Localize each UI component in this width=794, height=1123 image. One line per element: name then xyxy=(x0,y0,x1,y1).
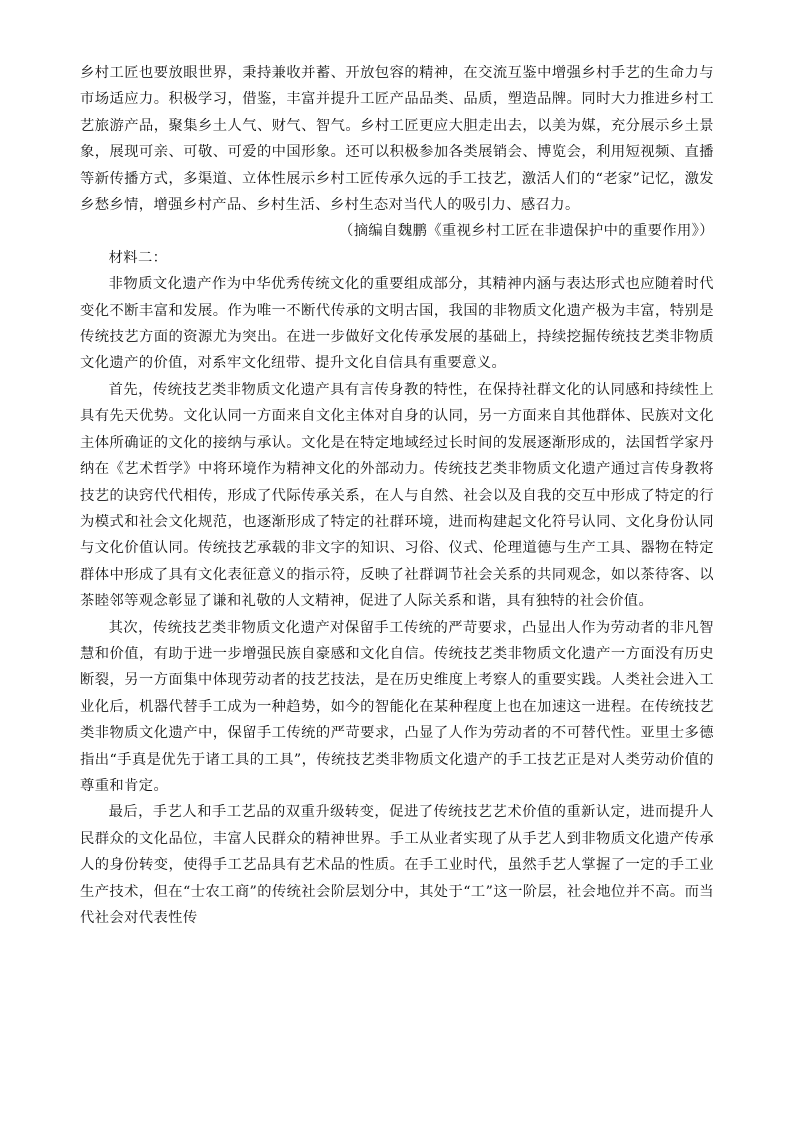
paragraph-4: 最后，手艺人和手工艺品的双重升级转变，促进了传统技艺艺术价值的重新认定，进而提升人民群众的文化品位，丰富人民群众的精神世界。手工从业者实现了从手艺人到非物质文化遗产传承人的身份转变，使得手工艺品具有艺术品的性质。在手工业时代，虽然手艺人掌握了一定的手工业生产技术，但在“士农工商”的传统社会阶层划分中，其处于“工”这一阶层，社会地位并不高。而当代社会对代表性传 xyxy=(80,804,714,926)
material-two-heading: 材料二： xyxy=(108,249,168,266)
paragraph-3: 其次，传统技艺类非物质文化遗产对保留手工传统的严苛要求，凸显出人作为劳动者的非凡智慧和价值，有助于进一步增强民族自豪感和文化自信。传统技艺类非物质文化遗产一方面没有历史断裂，另一方面集中体现劳动者的技艺技法，是在历史维度上考察人的重要实践。人类社会进入工业化后，机器代替手工成为一种趋势，如今的智能化在某种程度上也在加速这一进程。在传统技艺类非物质文化遗产中，保留手工传统的严苛要求，凸显了人作为劳动者的不可替代性。亚里士多德指出“手真是优先于诸工具的工具”，传统技艺类非物质文化遗产的手工技艺正是对人类劳动价值的尊重和肯定。 xyxy=(80,619,714,794)
paragraph-1: 非物质文化遗产作为中华优秀传统文化的重要组成部分，其精神内涵与表达形式也应随着时代变化不断丰富和发展。作为唯一不断代传承的文明古国，我国的非物质文化遗产极为丰富，特别是传统技艺方面的资源尤为突出。在进一步做好文化传承发展的基础上，持续挖掘传统技艺类非物质文化遗产的价值，对系牢文化纽带、提升文化自信具有重要意义。 xyxy=(80,276,714,372)
paragraph-2: 首先，传统技艺类非物质文化遗产具有言传身教的特性，在保持社群文化的认同感和持续性上具有先天优势。文化认同一方面来自文化主体对自身的认同，另一方面来自其他群体、民族对文化主体所确证的文化的接纳与承认。文化是在特定地域经过长时间的发展逐渐形成的，法国哲学家丹纳在《艺术哲学》中将环境作为精神文化的外部动力。传统技艺类非物质文化遗产通过言传身教将技艺的诀窍代代相传，形成了代际传承关系，在人与自然、社会以及自我的交互中形成了特定的行为模式和社会文化规范，也逐渐形成了特定的社群环境，进而构建起文化符号认同、文化身份认同与文化价值认同。传统技艺承载的非文字的知识、习俗、仪式、伦理道德与生产工具、器物在特定群体中形成了具有文化表征意义的指示符，反映了社群调节社会关系的共同观念，如以茶待客、以茶睦邻等观念彰显了谦和礼敬的人文精神，促进了人际关系和谐，具有独特的社会价值。 xyxy=(80,381,714,610)
paragraph-intro-end: 乡村工匠也要放眼世界，秉持兼收并蓄、开放包容的精神，在交流互鉴中增强乡村手艺的生命力与市场适应力。积极学习，借鉴，丰富并提升工匠产品品类、品质，塑造品牌。同时大力推进乡村工艺旅游产品，聚集乡土人气、财气、智气。乡村工匠更应大胆走出去，以美为媒，充分展示乡土景象，展现可亲、可敬、可爱的中国形象。还可以积极参加各类展销会、博览会，利用短视频、直播等新传播方式，多渠道、立体性展示乡村工匠传承久远的手工技艺，激活人们的“老家”记忆，激发乡愁乡情，增强乡村产品、乡村生活、乡村生态对当代人的吸引力、感召力。 xyxy=(80,65,714,214)
source-citation: （摘编自魏鹏《重视乡村工匠在非遗保护中的重要作用》） xyxy=(339,223,714,240)
